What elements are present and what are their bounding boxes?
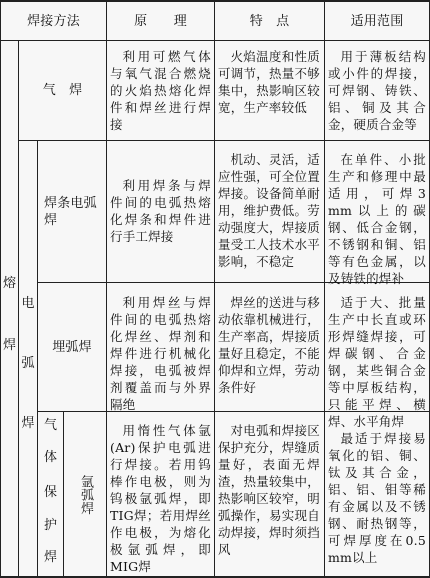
method-electrode-arc: 焊条电弧焊 [44, 195, 97, 228]
principle-submerged-arc: 利用焊丝与焊件间的电弧热熔化焊丝、焊剂和焊件进行机械化焊接，电弧被焊剂覆盖而与外界隔绝 [110, 295, 211, 412]
method-submerged-arc: 埋弧焊 [52, 339, 92, 355]
feature-electrode-arc: 机动、灵活，适应性强，可全位置焊接。设备简单耐用，维护费低。劳动强度大，焊接质量受工人技术水平影响，不稳定 [218, 152, 320, 269]
rule-gas-col [63, 411, 64, 578]
category-gas-char-5: 焊 [43, 550, 57, 565]
header-principle: 原 理 [134, 13, 187, 29]
category-gas-char-2: 体 [43, 450, 57, 465]
rule-method-col [106, 0, 107, 578]
feature-submerged-arc: 焊丝的送进与移动依靠机械进行，生产率高，焊接质量好且稳定，不能仰焊和立焊，劳动条件好 [218, 295, 320, 395]
header-scope: 适用范围 [350, 13, 404, 29]
category-fusion-char-2: 焊 [2, 338, 16, 353]
principle-gas-welding: 利用可燃气体与氧气混合燃烧的火焰热熔化焊件和焊丝进行焊接 [110, 49, 211, 132]
category-gas-char-3: 保 [43, 485, 57, 500]
method-gas-welding: 气 焊 [42, 83, 83, 98]
feature-argon-arc: 对电弧和焊接区保护充分，焊缝质量好，表面无焊渣，热量较集中，热影响区较窄，明弧操作，易实现自动焊接，焊时须挡风 [218, 423, 320, 557]
header-feature: 特 点 [249, 13, 290, 29]
category-arc-char-3: 焊 [21, 416, 35, 431]
scope-submerged-arc: 适于大、批量生产中长直或环形焊缝焊接，可焊碳钢、合金钢，某些铜合金等中厚板结构，只能平焊、横焊、水平角焊 [328, 295, 426, 429]
rule-principle-col [214, 0, 215, 578]
rule-feature-col [324, 0, 325, 578]
category-gas-char-4: 护 [43, 518, 57, 533]
header-method: 焊接方法 [27, 13, 80, 29]
category-arc-char-1: 电 [21, 296, 35, 311]
feature-gas-welding: 火焰温度和性质可调节，热量不够集中，热影响区较宽，生产率较低 [218, 49, 320, 115]
principle-argon-arc: 用惰性气体氩(Ar)保护电弧进行焊接。若用钨棒作电极，则为钨极氩弧焊，即TIG焊；若用焊丝作电极，为熔化极氩弧焊，即MIG焊 [110, 423, 211, 574]
scope-gas-welding: 用于薄板结构或小件的焊接，可焊钢、铸铁、铝、铜及其合金，硬质合金等 [328, 49, 426, 132]
method-argon-arc: 氩弧焊 [78, 475, 93, 515]
principle-electrode-arc: 利用焊条与焊件间的电弧热熔化焊条和焊件进行手工焊接 [110, 178, 211, 244]
scope-argon-arc: 最适于焊接易氧化的铝、铜、钛及其合金，铝、铝、钼等稀有金属以及不锈钢、耐热钢等，可焊厚度在0.5 mm以上 [328, 431, 426, 565]
category-arc-char-2: 弧 [21, 356, 35, 371]
category-gas-char-1: 气 [43, 418, 57, 433]
scope-electrode-arc: 在单件、小批生产和修理中最适用，可焊3 mm以上的碳钢、低合金钢，不锈钢和铜、铝等有色金属，以及铸铁的焊补 [328, 152, 426, 286]
category-fusion-char-1: 熔 [2, 276, 16, 291]
